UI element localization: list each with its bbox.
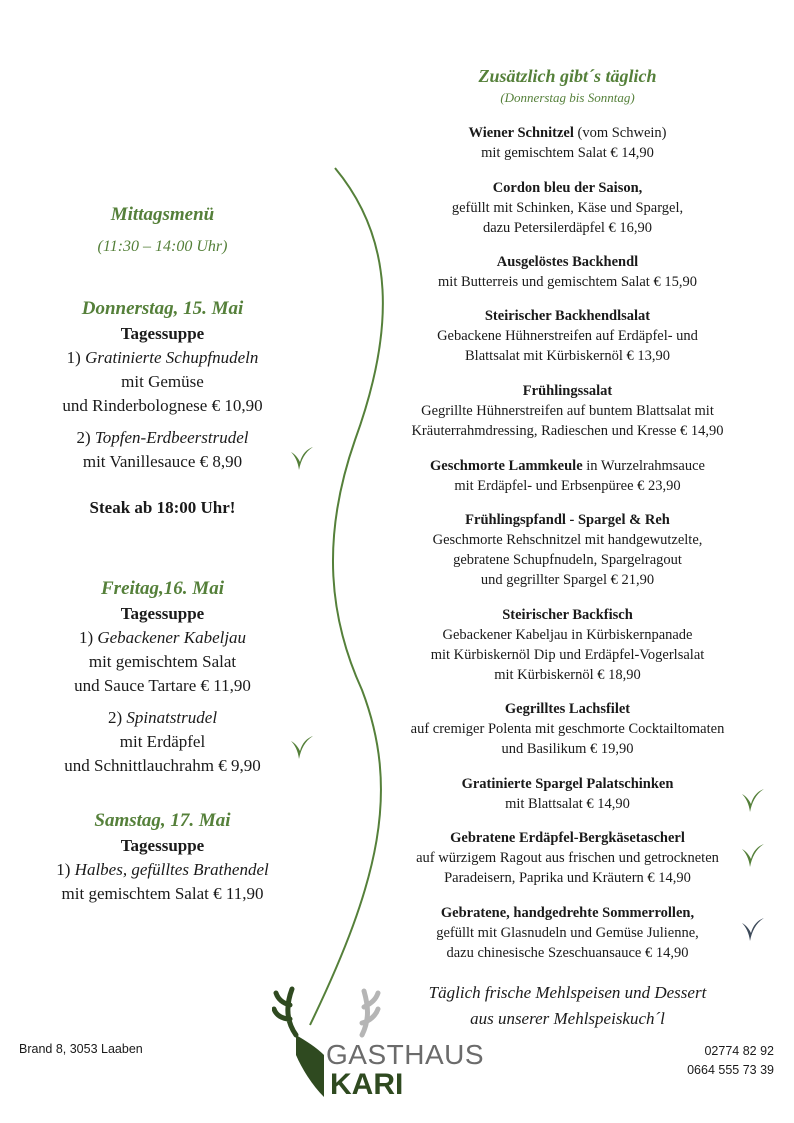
leaf-icon [289, 444, 315, 472]
phone-1: 02774 82 92 [704, 1044, 774, 1058]
leaf-icon [740, 841, 766, 869]
dish-2: 2) Spinatstrudel mit Erdäpfel und Schnittlauchrahm € 9,90 [64, 708, 261, 775]
dish-1: 1) Gebackener Kabeljau mit gemischtem Salat und Sauce Tartare € 11,90 [74, 628, 251, 695]
logo-wordmark [326, 1040, 484, 1100]
tagessuppe-label: Tagessuppe [120, 324, 205, 343]
day-heading: Samstag, 17. Mai [94, 810, 231, 831]
address: Brand 8, 3053 Laaben [19, 1042, 143, 1056]
menu-item: Steirischer Backhendlsalat Gebackene Hühnerstreifen auf Erdäpfel- und Blattsalat mit Kürbiskernöl € 13,90 [437, 308, 698, 364]
daily-header [380, 66, 755, 106]
phone-numbers [687, 1042, 774, 1080]
menu-item: Steirischer Backfisch Gebackener Kabeljau in Kürbiskernpanade mit Kürbiskernöl Dip und Erdäpfel-Vogerlsalat mit Kürbiskernöl € 18,90 [430, 607, 705, 683]
menu-item: Ausgelöstes Backhendl mit Butterreis und gemischtem Salat € 15,90 [438, 254, 697, 290]
day-section-freitag [0, 578, 325, 778]
day-heading: Donnerstag, 15. Mai [81, 298, 244, 319]
steak-note: Steak ab 18:00 Uhr! [89, 498, 236, 517]
menu-item: Gebratene Erdäpfel-Bergkäsetascherl auf würzigem Ragout aus frischen und getrockneten Paradeisern, Paprika und Kräutern € 14,90 [416, 830, 719, 886]
phone-2: 0664 555 73 39 [687, 1063, 774, 1077]
day-section-donnerstag [0, 298, 325, 518]
menu-item: Gratinierte Spargel Palatschinken mit Blattsalat € 14,90 [461, 776, 674, 812]
menu-item: Frühlingspfandl - Spargel & Reh Geschmorte Rehschnitzel mit handgewutzelte, gebratene Schupfnudeln, Spargelragout und gegrillter Spargel € 21,90 [432, 512, 703, 588]
dish-1: 1) Halbes, gefülltes Brathendel mit gemischtem Salat € 11,90 [56, 860, 269, 903]
mittagsmenu-title: Mittagsmenü [110, 204, 215, 225]
menu-item: Wiener Schnitzel (vom Schwein) mit gemischtem Salat € 14,90 [468, 125, 667, 161]
daily-title: Zusätzlich gibt´s täglich [478, 66, 657, 86]
menu-item: Gegrilltes Lachsfilet auf cremiger Polenta mit geschmorte Cocktailtomaten und Basilikum € 19,90 [410, 701, 725, 757]
leaf-icon [289, 733, 315, 761]
menu-item: Geschmorte Lammkeule in Wurzelrahmsauce mit Erdäpfel- und Erbsenpüree € 23,90 [430, 458, 705, 494]
leaf-icon [740, 786, 766, 814]
logo-line-2: KARI [330, 1068, 404, 1101]
daily-subtitle: (Donnerstag bis Sonntag) [500, 90, 635, 105]
leaf-icon-dark [740, 915, 766, 943]
day-section-samstag [0, 810, 325, 906]
tagessuppe-label: Tagessuppe [120, 604, 205, 623]
menu-item: Cordon bleu der Saison, gefüllt mit Schinken, Käse und Spargel, dazu Petersilerdäpfel € 16,90 [451, 180, 684, 236]
dish-2: 2) Topfen-Erdbeerstrudel mit Vanillesauce € 8,90 [76, 428, 249, 471]
closing-note: Täglich frische Mehlspeisen und Dessert aus unserer Mehlspeiskuch´l [428, 983, 707, 1028]
menu-item: Gebratene, handgedrehte Sommerrollen, gefüllt mit Glasnudeln und Gemüse Julienne, dazu chinesische Szeschuansauce € 14,90 [436, 905, 699, 961]
menu-item: Frühlingssalat Gegrillte Hühnerstreifen auf buntem Blattsalat mit Kräuterrahmdressing, Radieschen und Kresse € 14,90 [411, 383, 724, 439]
logo-line-1: GASTHAUS [326, 1039, 485, 1070]
mittagsmenu-time: (11:30 – 14:00 Uhr) [97, 238, 228, 255]
tagessuppe-label: Tagessuppe [120, 836, 205, 855]
day-heading: Freitag,16. Mai [101, 578, 224, 599]
dish-1: 1) Gratinierte Schupfnudeln mit Gemüse und Rinderbolognese € 10,90 [62, 348, 263, 415]
